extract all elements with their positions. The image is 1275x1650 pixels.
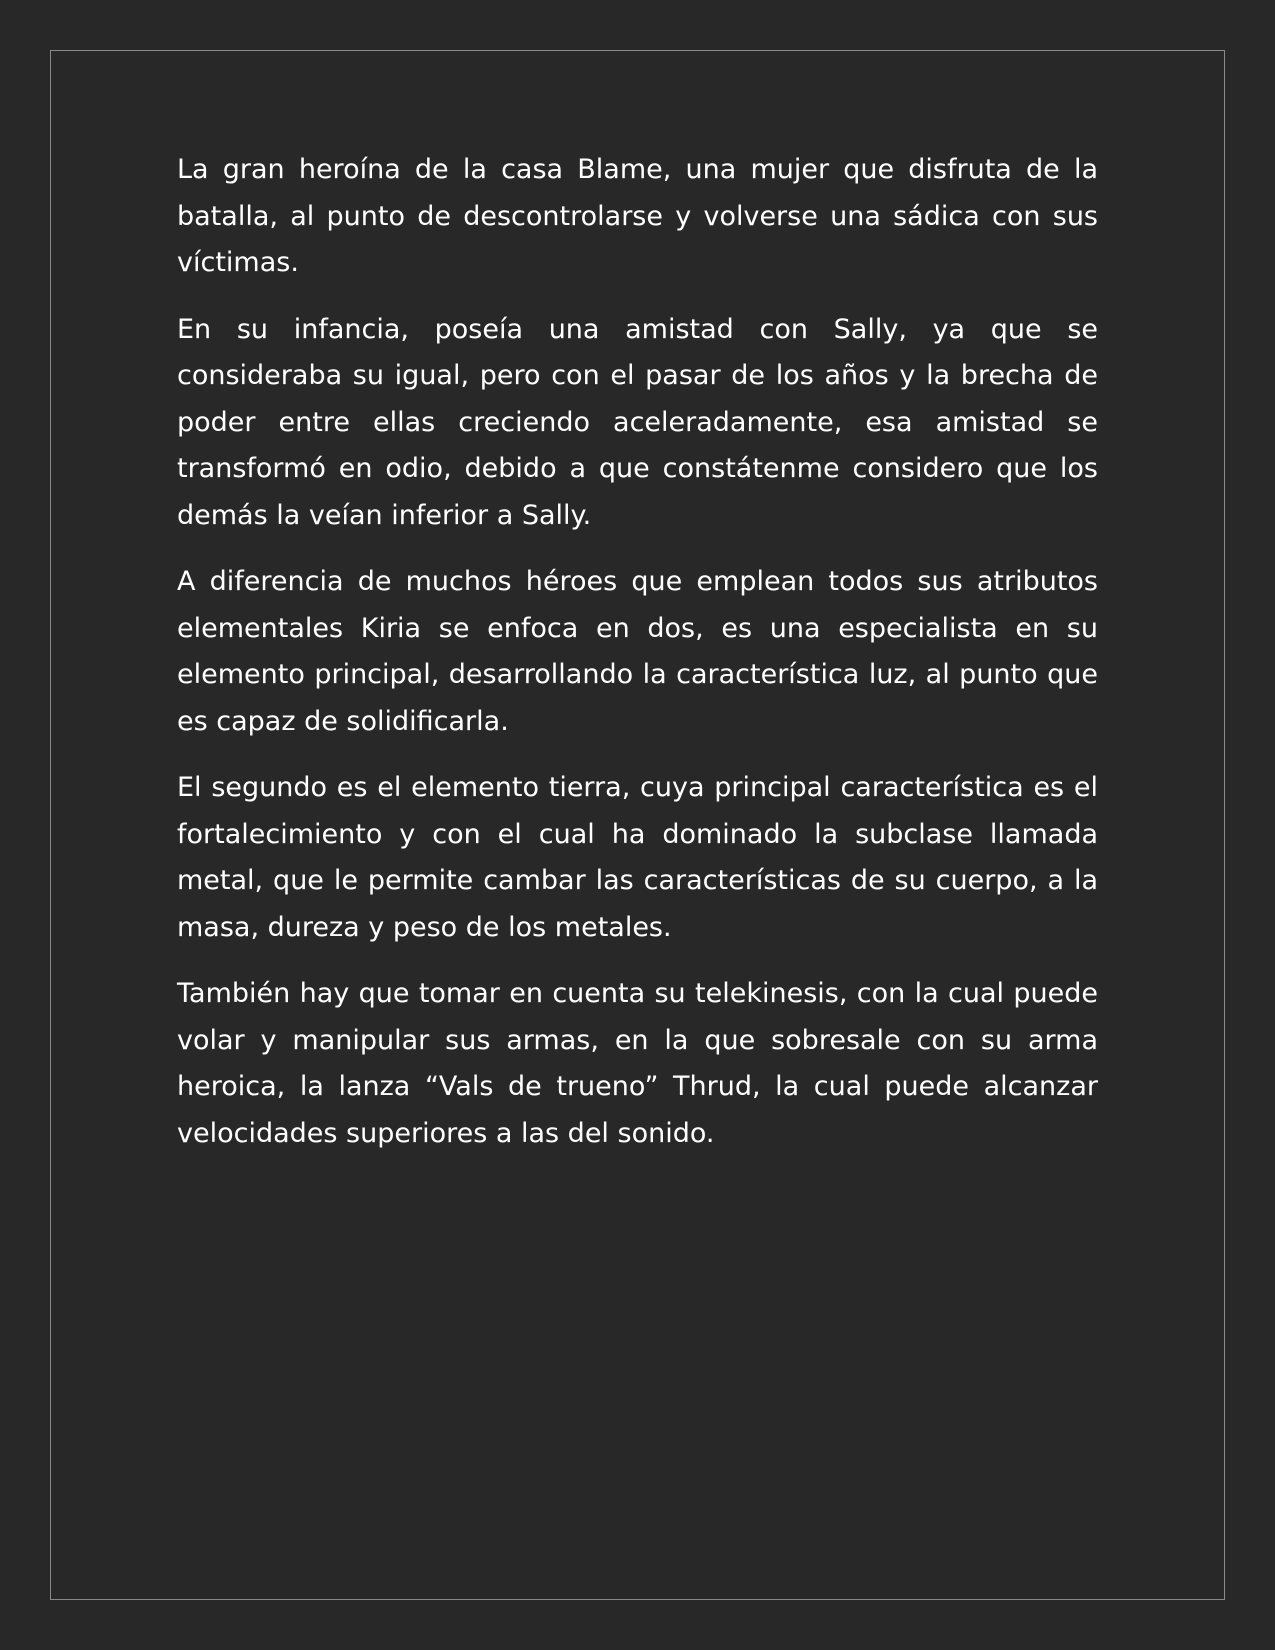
page-body: [177, 147, 1098, 1177]
paragraph-3: A diferencia de muchos héroes que emplean todos sus atributos elementales Kiria se enfoca en dos, es una especialista en su elemento principal, desarrollando la característica luz, al punto que es capaz de solidificarla.: [177, 566, 1098, 737]
paragraph-5: También hay que tomar en cuenta su telekinesis, con la cual puede volar y manipular sus armas, en la que sobresale con su arma heroica, la lanza “Vals de trueno” Thrud, la cual puede alcanzar velocidades superiores a las del sonido.: [177, 978, 1098, 1149]
paragraph-4: El segundo es el elemento tierra, cuya principal característica es el fortalecimiento y con el cual ha dominado la subclase llamada metal, que le permite cambar las características de su cuerpo, a la masa, dureza y peso de los metales.: [177, 772, 1098, 943]
paragraph-2: En su infancia, poseía una amistad con Sally, ya que se consideraba su igual, pero con el pasar de los años y la brecha de poder entre ellas creciendo aceleradamente, esa amistad se transformó en odio, debido a que constátenme considero que los demás la veían inferior a Sally.: [177, 313, 1098, 531]
paragraph-1: La gran heroína de la casa Blame, una mujer que disfruta de la batalla, al punto de descontrolarse y volverse una sádica con sus víctimas.: [177, 154, 1098, 278]
